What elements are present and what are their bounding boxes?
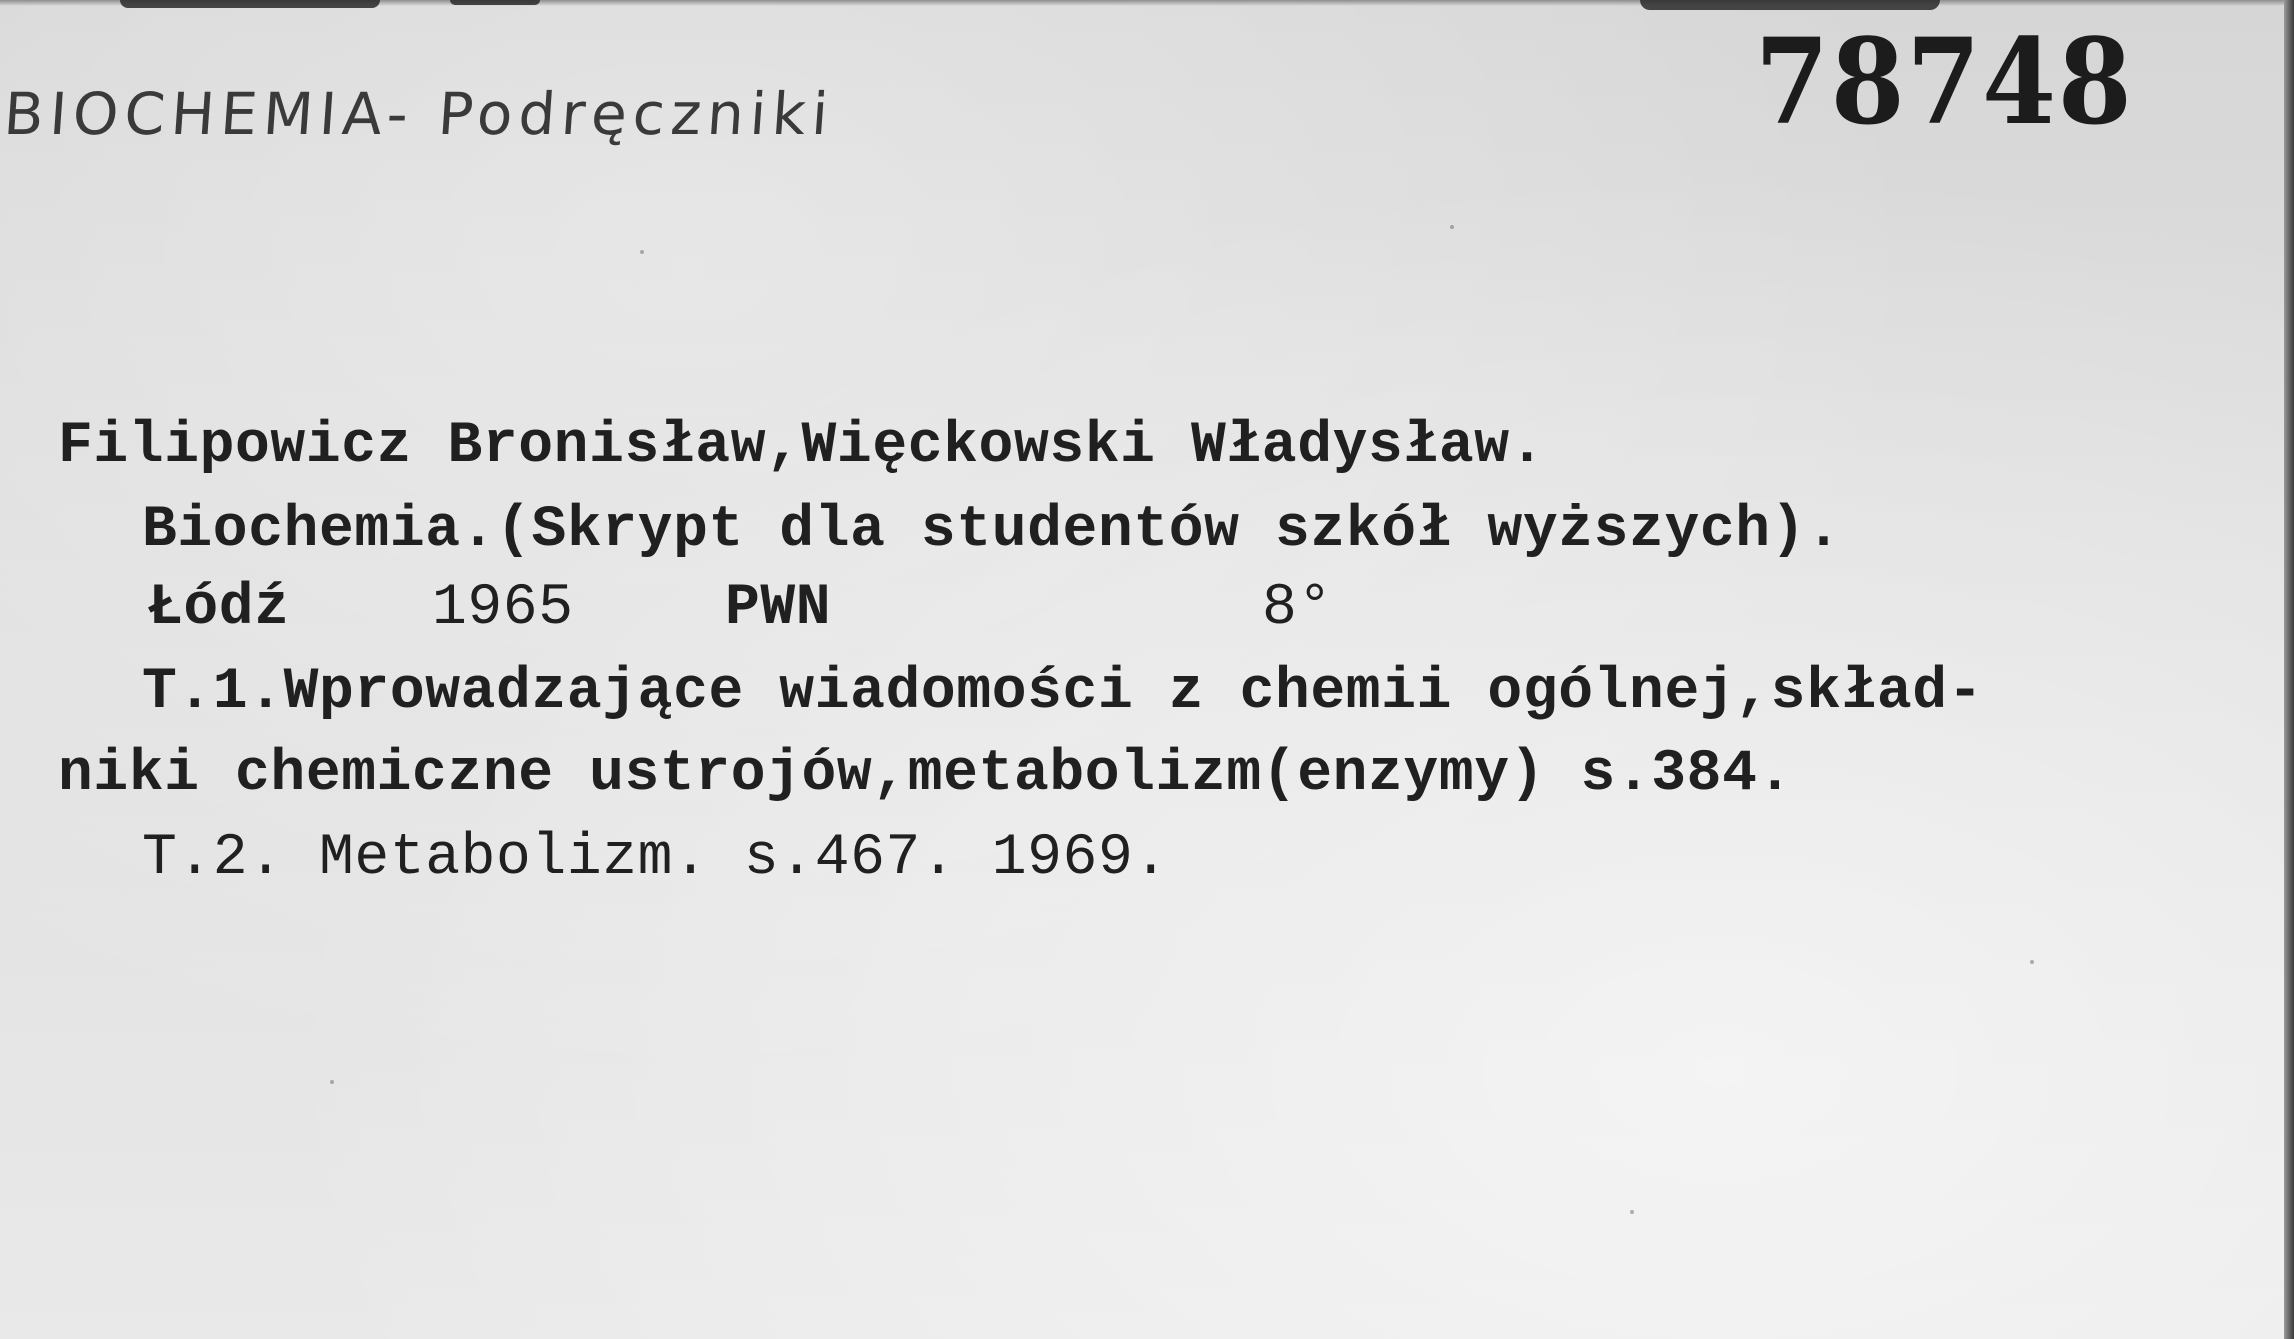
paper-speck: [640, 250, 644, 254]
ink-smudge: [120, 0, 380, 8]
paper-speck: [1630, 1210, 1634, 1214]
title-line: Biochemia.(Skrypt dla studentów szkół wyższych).: [142, 498, 1842, 563]
volume-2-line: T.2. Metabolizm. s.467. 1969.: [142, 826, 1169, 891]
paper-speck: [1450, 225, 1454, 229]
ink-smudge: [450, 0, 540, 5]
card-right-edge: [2284, 0, 2294, 1339]
imprint-publisher: PWN: [725, 576, 832, 641]
volume-1-continuation: niki chemiczne ustrojów,metabolizm(enzymy) s.384.: [58, 742, 1793, 807]
volume-1-line: T.1.Wprowadzające wiadomości z chemii ogólnej,skład-: [142, 660, 1984, 725]
catalog-number: 78748: [1755, 12, 2134, 151]
imprint-place: Łódź: [148, 576, 290, 641]
authors-line: Filipowicz Bronisław,Więckowski Władysław.: [58, 414, 1546, 479]
format-size: 8°: [1262, 576, 1333, 641]
subject-heading: BIOCHEMIA- Podręczniki: [1, 80, 837, 148]
ink-smudge: [1640, 0, 1940, 10]
paper-speck: [330, 1080, 334, 1084]
paper-speck: [2030, 960, 2034, 964]
imprint-year: 1965: [432, 576, 574, 641]
